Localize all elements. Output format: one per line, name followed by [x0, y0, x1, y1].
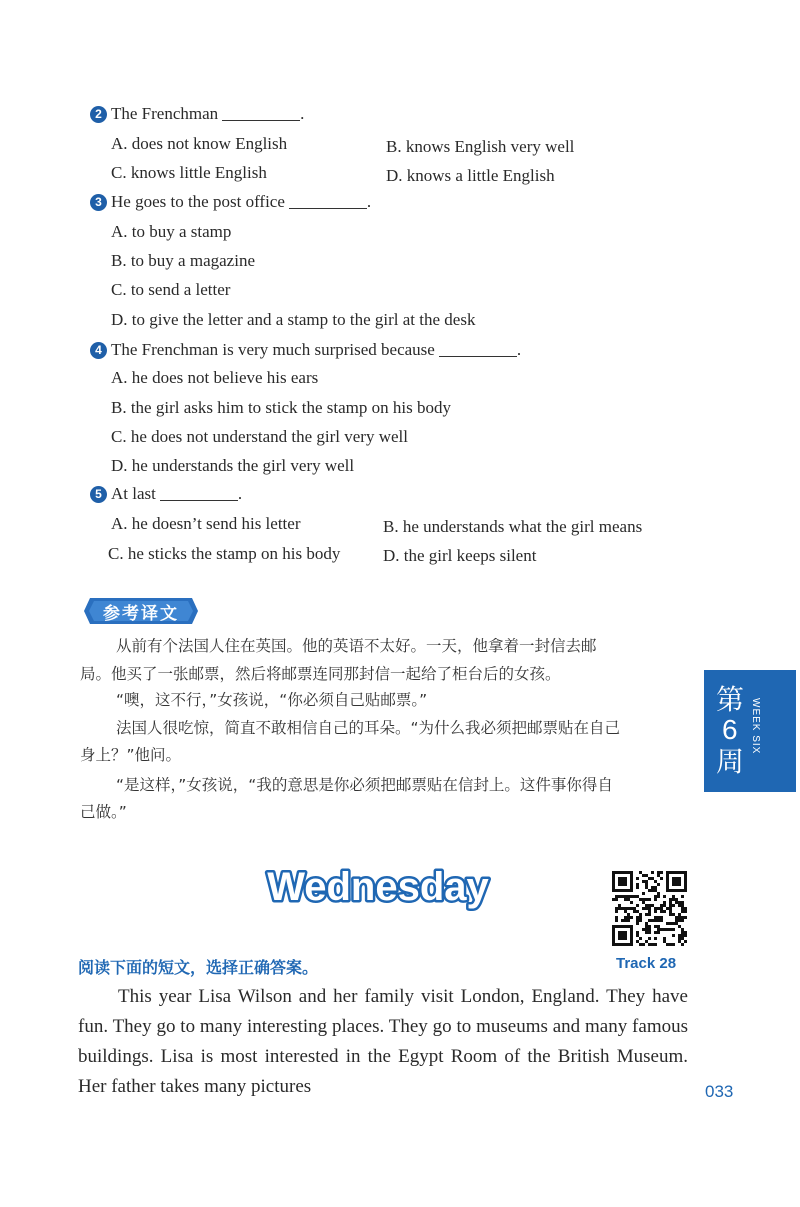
- stem-period: .: [516, 340, 522, 359]
- question-2: [90, 103, 304, 125]
- question-5: [90, 483, 242, 505]
- translation-line-7: 己做。”: [80, 803, 127, 821]
- track-label: Track 28: [616, 955, 677, 972]
- badge-label: 参考译文: [103, 604, 179, 624]
- translation-line-4: 法国人很吃惊，简直不敢相信自己的耳朵。“为什么我必须把邮票贴在自己: [116, 719, 621, 737]
- day-title-text: Wednesday: [267, 865, 489, 909]
- question-number-badge: 2: [90, 106, 107, 123]
- side-tab-di: 第: [716, 683, 745, 716]
- side-tab-week-six: WEEK SIX: [750, 698, 761, 755]
- translation-badge: [84, 596, 198, 626]
- qr-code[interactable]: [612, 871, 687, 946]
- option-2a: A. does not know English: [111, 134, 288, 153]
- question-3: [90, 191, 371, 213]
- answer-blank: [439, 342, 517, 357]
- translation-line-6: “是这样，”女孩说，“我的意思是你必须把邮票贴在信封上。这件事你得自: [116, 776, 613, 794]
- answer-blank: [289, 194, 367, 209]
- side-tab-number: 6: [722, 714, 738, 745]
- question-stem: The Frenchman: [111, 104, 219, 123]
- stem-period: .: [300, 104, 305, 123]
- option-2b: B. knows English very well: [386, 137, 575, 156]
- side-tab-zhou: 周: [716, 745, 745, 778]
- translation-line-3: “噢，这不行，”女孩说，“你必须自己贴邮票。”: [116, 691, 428, 709]
- option-2c: C. knows little English: [111, 163, 267, 182]
- page-number: 033: [705, 1082, 734, 1101]
- question-number-badge: 4: [90, 342, 107, 359]
- day-title: [258, 858, 498, 914]
- option-5a: A. he doesn’t send his letter: [111, 514, 301, 533]
- option-4a: A. he does not believe his ears: [111, 368, 319, 387]
- option-4c: C. he does not understand the girl very well: [111, 427, 408, 446]
- option-4b: B. the girl asks him to stick the stamp on his body: [111, 398, 451, 417]
- day-title-graphic: [258, 858, 498, 914]
- qr-code-graphic: [612, 871, 687, 946]
- option-5c: C. he sticks the stamp on his body: [108, 544, 341, 563]
- option-4d: D. he understands the girl very well: [111, 456, 355, 475]
- paragraph-text: This year Lisa Wilson and her family visit London, England. They have fun. They go to many interesting places. They go to museums and many famous buildings. Lisa is most interested in the Egypt Room of the British Museum. Her father takes many pictures: [78, 986, 688, 1097]
- answer-blank: [160, 486, 238, 501]
- question-stem: At last: [111, 484, 156, 503]
- option-3c: C. to send a letter: [111, 280, 231, 299]
- instruction-text: 阅读下面的短文，选择正确答案。: [78, 958, 319, 977]
- option-5b: B. he understands what the girl means: [383, 517, 643, 536]
- question-4: [90, 339, 521, 361]
- option-3b: B. to buy a magazine: [111, 251, 255, 270]
- question-stem: The Frenchman is very much surprised because: [111, 340, 435, 359]
- answer-blank: [222, 106, 300, 121]
- question-number-badge: 3: [90, 194, 107, 211]
- stem-period: .: [237, 484, 243, 503]
- translation-line-5: 身上？”他问。: [80, 746, 182, 764]
- stem-period: .: [366, 192, 372, 211]
- question-stem: He goes to the post office: [111, 192, 285, 211]
- week-side-tab: [704, 670, 796, 792]
- question-number-badge: 5: [90, 486, 107, 503]
- option-3d: D. to give the letter and a stamp to the girl at the desk: [111, 310, 476, 329]
- option-3a: A. to buy a stamp: [111, 222, 232, 241]
- reading-paragraph: [78, 982, 688, 1102]
- option-2d: D. knows a little English: [386, 166, 555, 185]
- translation-line-2: 局。他买了一张邮票，然后将邮票连同那封信一起给了柜台后的女孩。: [80, 665, 561, 683]
- option-5d: D. the girl keeps silent: [383, 546, 537, 565]
- translation-line-1: 从前有个法国人住在英国。他的英语不太好。一天，他拿着一封信去邮: [116, 637, 597, 655]
